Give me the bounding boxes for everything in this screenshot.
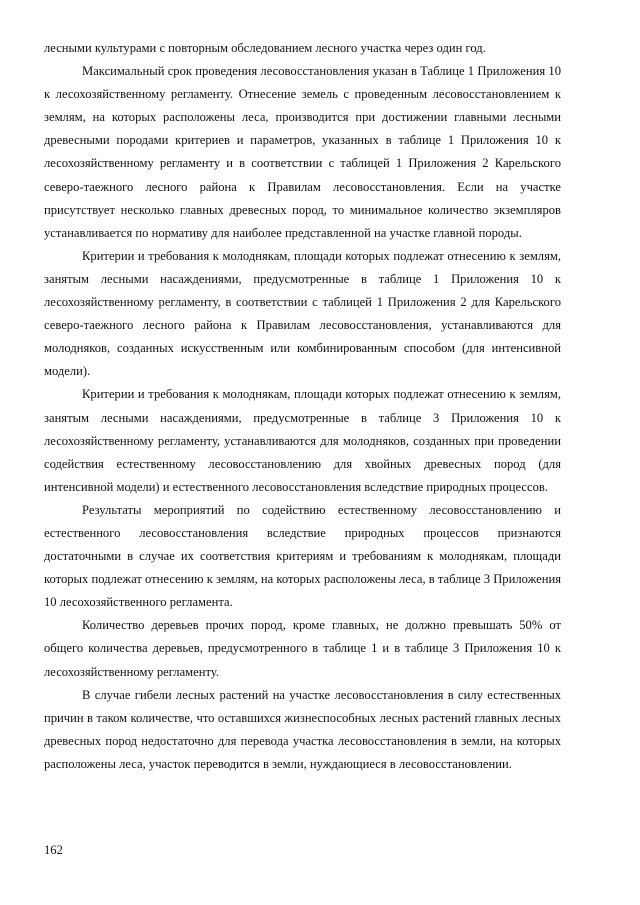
paragraph-continuation: лесными культурами с повторным обследованием лесного участка через один год.	[44, 41, 486, 55]
paragraph: Критерии и требования к молоднякам, площади которых подлежат отнесению к землям, занятым лесными насаждениями, предусмотренные в таблице 3 Приложения 10 к лесохозяйственному регламенту, устанавливаются для молодняков, созданных при проведении содействия естественному лесовосстановлению для хвойных древесных пород (для интенсивной модели) и естественного лесовосстановления вследствие природных процессов.	[44, 387, 561, 494]
paragraph: Результаты мероприятий по содействию естественному лесовосстановлению и естественного лесовосстановления вследствие природных процессов признаются достаточными в случае их соответствия критериям и требованиям к молоднякам, площади которых подлежат отнесению к землям, на которых расположены леса, в таблице 3 Приложения 10 лесохозяйственного регламента.	[44, 502, 561, 610]
page-number: 162	[44, 843, 63, 857]
paragraph: Максимальный срок проведения лесовосстановления указан в Таблице 1 Приложения 10 к лесохозяйственному регламенту. Отнесение земель с проведенным лесовосстановлением к землям, на которых расположены леса, производится при достижении главными лесными древесными породами критериев и параметров, указанных в таблице 1 Приложения 10 к лесохозяйственному регламенту и в соответствии с таблицей 1 Приложения 2 Карельского северо-таежного лесного района к Правилам лесовосстановления. Если на участке присутствует несколько главных древесных пород, то минимальное количество экземпляров устанавливается по нормативу для наиболее представленной на участке главной породы.	[44, 64, 561, 240]
paragraph: В случае гибели лесных растений на участке лесовосстановления в силу естественных причин в таком количестве, что оставшихся жизнеспособных лесных растений главных лесных древесных пород недостаточно для перевода участка лесовосстановления в земли, на которых расположены леса, участок переводится в земли, нуждающиеся в лесовосстановлении.	[44, 687, 561, 771]
paragraph: Количество деревьев прочих пород, кроме главных, не должно превышать 50% от общего количества деревьев, предусмотренного в таблице 1 и в таблице 3 Приложения 10 к лесохозяйственному регламенту.	[44, 618, 561, 679]
body-text	[44, 37, 561, 776]
paragraph: Критерии и требования к молоднякам, площади которых подлежат отнесению к землям, занятым лесными насаждениями, предусмотренные в таблице 1 Приложения 10 к лесохозяйственному регламенту, в соответствии с таблицей 1 Приложения 2 для Карельского северо-таежного лесного района к Правилам лесовосстановления, устанавливаются для молодняков, созданных искусственным или комбинированным способом (для интенсивной модели).	[44, 248, 561, 379]
